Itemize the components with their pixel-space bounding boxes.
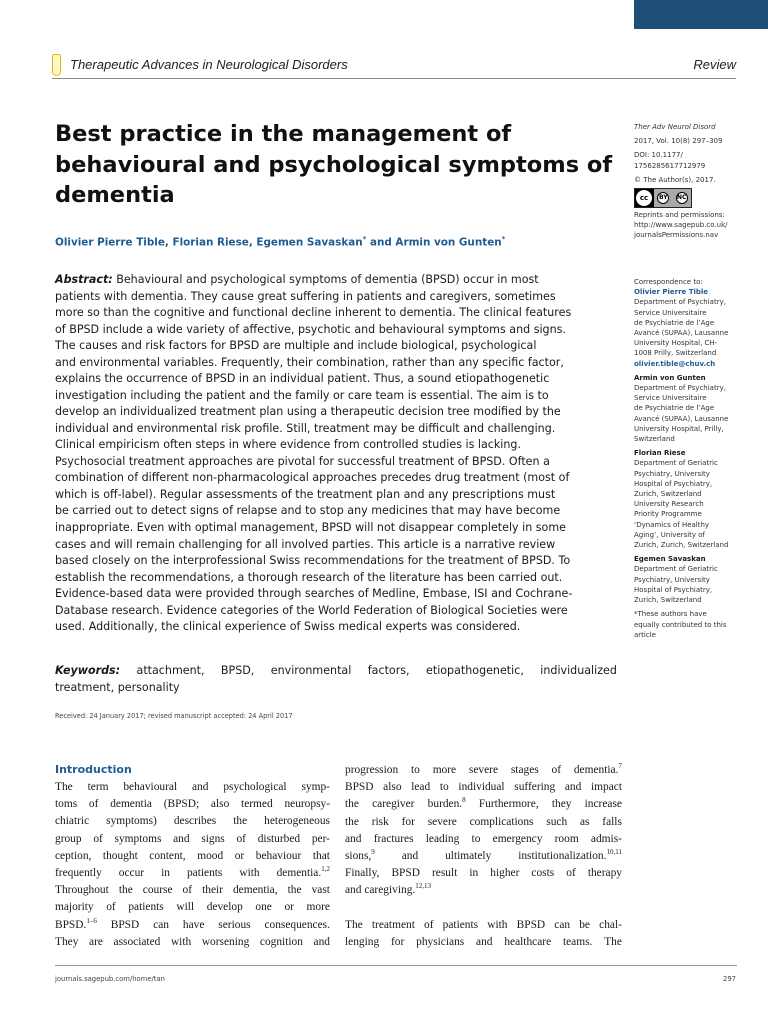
reprints-info: Reprints and permissions:	[634, 211, 725, 220]
reprints-link[interactable]: http://www.sagepub.co.uk/	[634, 221, 728, 230]
correspondent-name: Olivier Pierre Tible	[634, 288, 709, 297]
equal-contribution-note: *These authors have	[634, 610, 707, 619]
author-names: Olivier Pierre Tible, Florian Riese, Egemen Savaskan	[55, 236, 363, 249]
title-line: behavioural and psychological symptoms of	[55, 151, 613, 178]
equal-contribution-mark: *	[362, 235, 367, 243]
body-line: They are associated with worsening cognition and	[55, 935, 330, 948]
body-line: the risk for severe complications such as falls	[345, 815, 622, 828]
journal-abbrev: Ther Adv Neurol Disord	[634, 123, 716, 131]
body-line: sions,$^9$ and ultimately institutionalization.$^{10,11}$	[345, 848, 622, 863]
title-line: Best practice in the management of	[55, 121, 512, 147]
body-line: ception, thought content, mood or behaviour that	[55, 849, 330, 862]
abstract	[55, 272, 617, 636]
journal-name: Therapeutic Advances in Neurological Disorders	[70, 57, 348, 72]
abstract-line: of BPSD include a wide variety of affective, psychotic and behavioural symptoms and signs.	[55, 322, 566, 336]
abstract-line: develop an individualized treatment plan using a therapeutic decision tree modified by the	[55, 405, 561, 419]
abstract-line: patients with dementia. They cause great suffering in patients and caregivers, sometimes	[55, 289, 556, 303]
abstract-line: which is off-label). Regular assessments of the treatment plan and any prescriptions must	[55, 487, 556, 501]
bookmark-icon	[52, 54, 61, 76]
correspondence-label: Correspondence to:	[634, 278, 703, 286]
doi: DOI: 10.1177/	[634, 151, 683, 160]
article-title	[55, 119, 615, 211]
header-divider	[52, 78, 736, 79]
abstract-line: explains the occurrence of BPSD in an individual patient. Thus, a sound etiopathogenetic	[55, 372, 550, 386]
abstract-label: Abstract:	[55, 273, 113, 286]
keyword: etiopathogenetic,	[426, 664, 524, 677]
body-line: group of symptoms and signs of disturbed per-	[55, 832, 330, 845]
keywords-line: treatment, personality	[55, 681, 180, 694]
by-icon: BY	[657, 192, 669, 204]
article-type: Review	[693, 57, 736, 72]
body-line: and fractures leading to emergency room admis-	[345, 832, 622, 845]
journal-header	[52, 54, 736, 78]
reprints-link[interactable]: journalsPermissions.nav	[634, 231, 719, 240]
abstract-line: Database research. Evidence categories of the World Federation of Biological Societies were	[55, 603, 568, 617]
abstract-line: individual and environmental risk profile. Still, treatment may be difficult and challenging.	[55, 421, 556, 435]
cc-mark: cc	[636, 190, 652, 206]
keywords-label: Keywords:	[55, 664, 121, 677]
body-line: lenging for physicians and healthcare teams. The	[345, 936, 622, 949]
body-line: Throughout the course of their dementia, the vast	[55, 884, 330, 897]
doi: 1756285617712979	[634, 161, 706, 170]
abstract-line: more so than the cognitive and functional decline inherent to dementia. The clinical features	[55, 306, 572, 320]
body-line: The treatment of patients with BPSD can be chal-	[345, 919, 622, 932]
footer-divider	[55, 965, 737, 966]
author-affil-name: Egemen Savaskan	[634, 555, 706, 564]
abstract-line: investigation including the patient and the family or care team is essential. The aim is to	[55, 388, 549, 402]
citation: 2017, Vol. 10(8) 297–309	[634, 137, 723, 146]
body-column-right	[345, 762, 622, 952]
footer-url[interactable]: journals.sagepub.com/home/tan	[55, 975, 165, 983]
body-line: frequently occur in patients with dementia.$^{1,2}$	[55, 865, 330, 880]
corner-accent-block	[634, 0, 768, 29]
author-affil-name: Armin von Gunten	[634, 373, 706, 382]
author-affil-name: Florian Riese	[634, 449, 686, 458]
correspondent-email[interactable]: olivier.tible@chuv.ch	[634, 359, 716, 368]
copyright: © The Author(s), 2017.	[634, 175, 716, 184]
equal-contribution-mark: *	[501, 235, 506, 243]
author-names: and Armin von Gunten	[366, 236, 502, 249]
body-line: the caregiver burden.$^8$ Furthermore, they increase	[345, 796, 622, 811]
body-paragraph	[345, 762, 622, 900]
abstract-line: inappropriate. Even with optimal management, BPSD will not disappear completely in some	[55, 520, 566, 534]
body-line: BPSD.$^{1-6}$ BPSD can have serious consequences.	[55, 916, 330, 931]
keyword: BPSD,	[220, 664, 255, 677]
page-number: 297	[723, 975, 736, 983]
keyword: individualized	[540, 664, 617, 677]
keyword: factors,	[367, 664, 410, 677]
abstract-line: be carried out to detect signs of relapse and to stop any medicines that may have become	[55, 504, 561, 518]
abstract-line: Evidence-based data were provided through searches of Medline, Embase, ISI and Cochrane-	[55, 587, 573, 601]
body-line: progression to more severe stages of dementia.$^7$	[345, 762, 622, 776]
creative-commons-icon	[634, 188, 692, 208]
body-paragraph	[345, 917, 622, 951]
keywords	[55, 662, 617, 696]
body-line: and caregiving.$^{12,13}$	[345, 882, 431, 897]
received-dates: Received: 24 January 2017; revised manuscript accepted: 24 April 2017	[55, 712, 293, 720]
abstract-line: and environmental variables. Frequently, their combination, rather than any specific factor,	[55, 355, 564, 369]
body-line: majority of patients will develop one or more	[55, 901, 330, 914]
abstract-line: Psychosocial treatment approaches are pivotal for successful treatment of BPSD. Often a	[55, 454, 550, 468]
abstract-line: Clinical empiricism often steps in where evidence from controlled studies is lacking.	[55, 438, 521, 452]
abstract-line: combination of different non-pharmacological approaches precedes drug treatment (most of	[55, 471, 570, 485]
abstract-line: The causes and risk factors for BPSD are multiple and include biological, psychological	[55, 339, 537, 353]
keyword: attachment,	[136, 664, 205, 677]
author-list	[55, 235, 615, 248]
abstract-line: cases and will remain challenging for all involved parties. This article is a narrative review	[55, 537, 556, 551]
body-line: chiatric symptoms) describes the heterogeneous	[55, 815, 330, 828]
section-heading: Introduction	[55, 763, 132, 776]
correspondence-sidebar: Correspondence to: Olivier Pierre Tible Department of Psychiatry, Service Universitaire de Psychiatrie de l’Age Avancé (SUPAA), Lausanne University Hospital, CH- 1008 Prilly, Switzerland olivier.tible@chuv.ch Armin von Gunten Department of Psychiatry, Service Universitaire de Psychiatrie de l’Age Avancé (SUPAA), Lausanne University Hospital, Prilly, Switzerland Florian Riese Department of Geriatric Psychiatry, University Hospital of Psychiatry, Zurich, Switzerland University Research Priority Programme ‘Dynamics of Healthy Aging’, University of Zurich, Zurich, Switzerland Egemen Savaskan Department of Geriatric Psychiatry, University Hospital of Psychiatry, Zurich, Switzerland *These authors have equally contributed to this article	[634, 277, 739, 640]
body-line: Finally, BPSD result in higher costs of therapy	[345, 867, 622, 880]
abstract-line: used. Additionally, the clinical experience of Swiss medical experts was considered.	[55, 620, 521, 634]
keyword: environmental	[270, 664, 352, 677]
nc-icon: NC	[676, 192, 688, 204]
abstract-line: Abstract: Behavioural and psychological symptoms of dementia (BPSD) occur in most	[55, 273, 539, 286]
body-line: toms of dementia (BPSD; also termed neuropsy-	[55, 798, 330, 811]
keywords-line	[55, 662, 617, 679]
article-info-sidebar	[634, 122, 739, 241]
body-line: BPSD also lead to individual suffering and impact	[345, 781, 622, 794]
abstract-line: establish the recommendations, a thorough research of the literature has been carried out.	[55, 570, 563, 584]
abstract-line: based closely on the interprofessional Swiss recommendations for the treatment of BPSD. To	[55, 554, 571, 568]
body-column-left	[55, 779, 330, 951]
title-line: dementia	[55, 182, 175, 208]
body-line: The term behavioural and psychological symp-	[55, 781, 330, 793]
